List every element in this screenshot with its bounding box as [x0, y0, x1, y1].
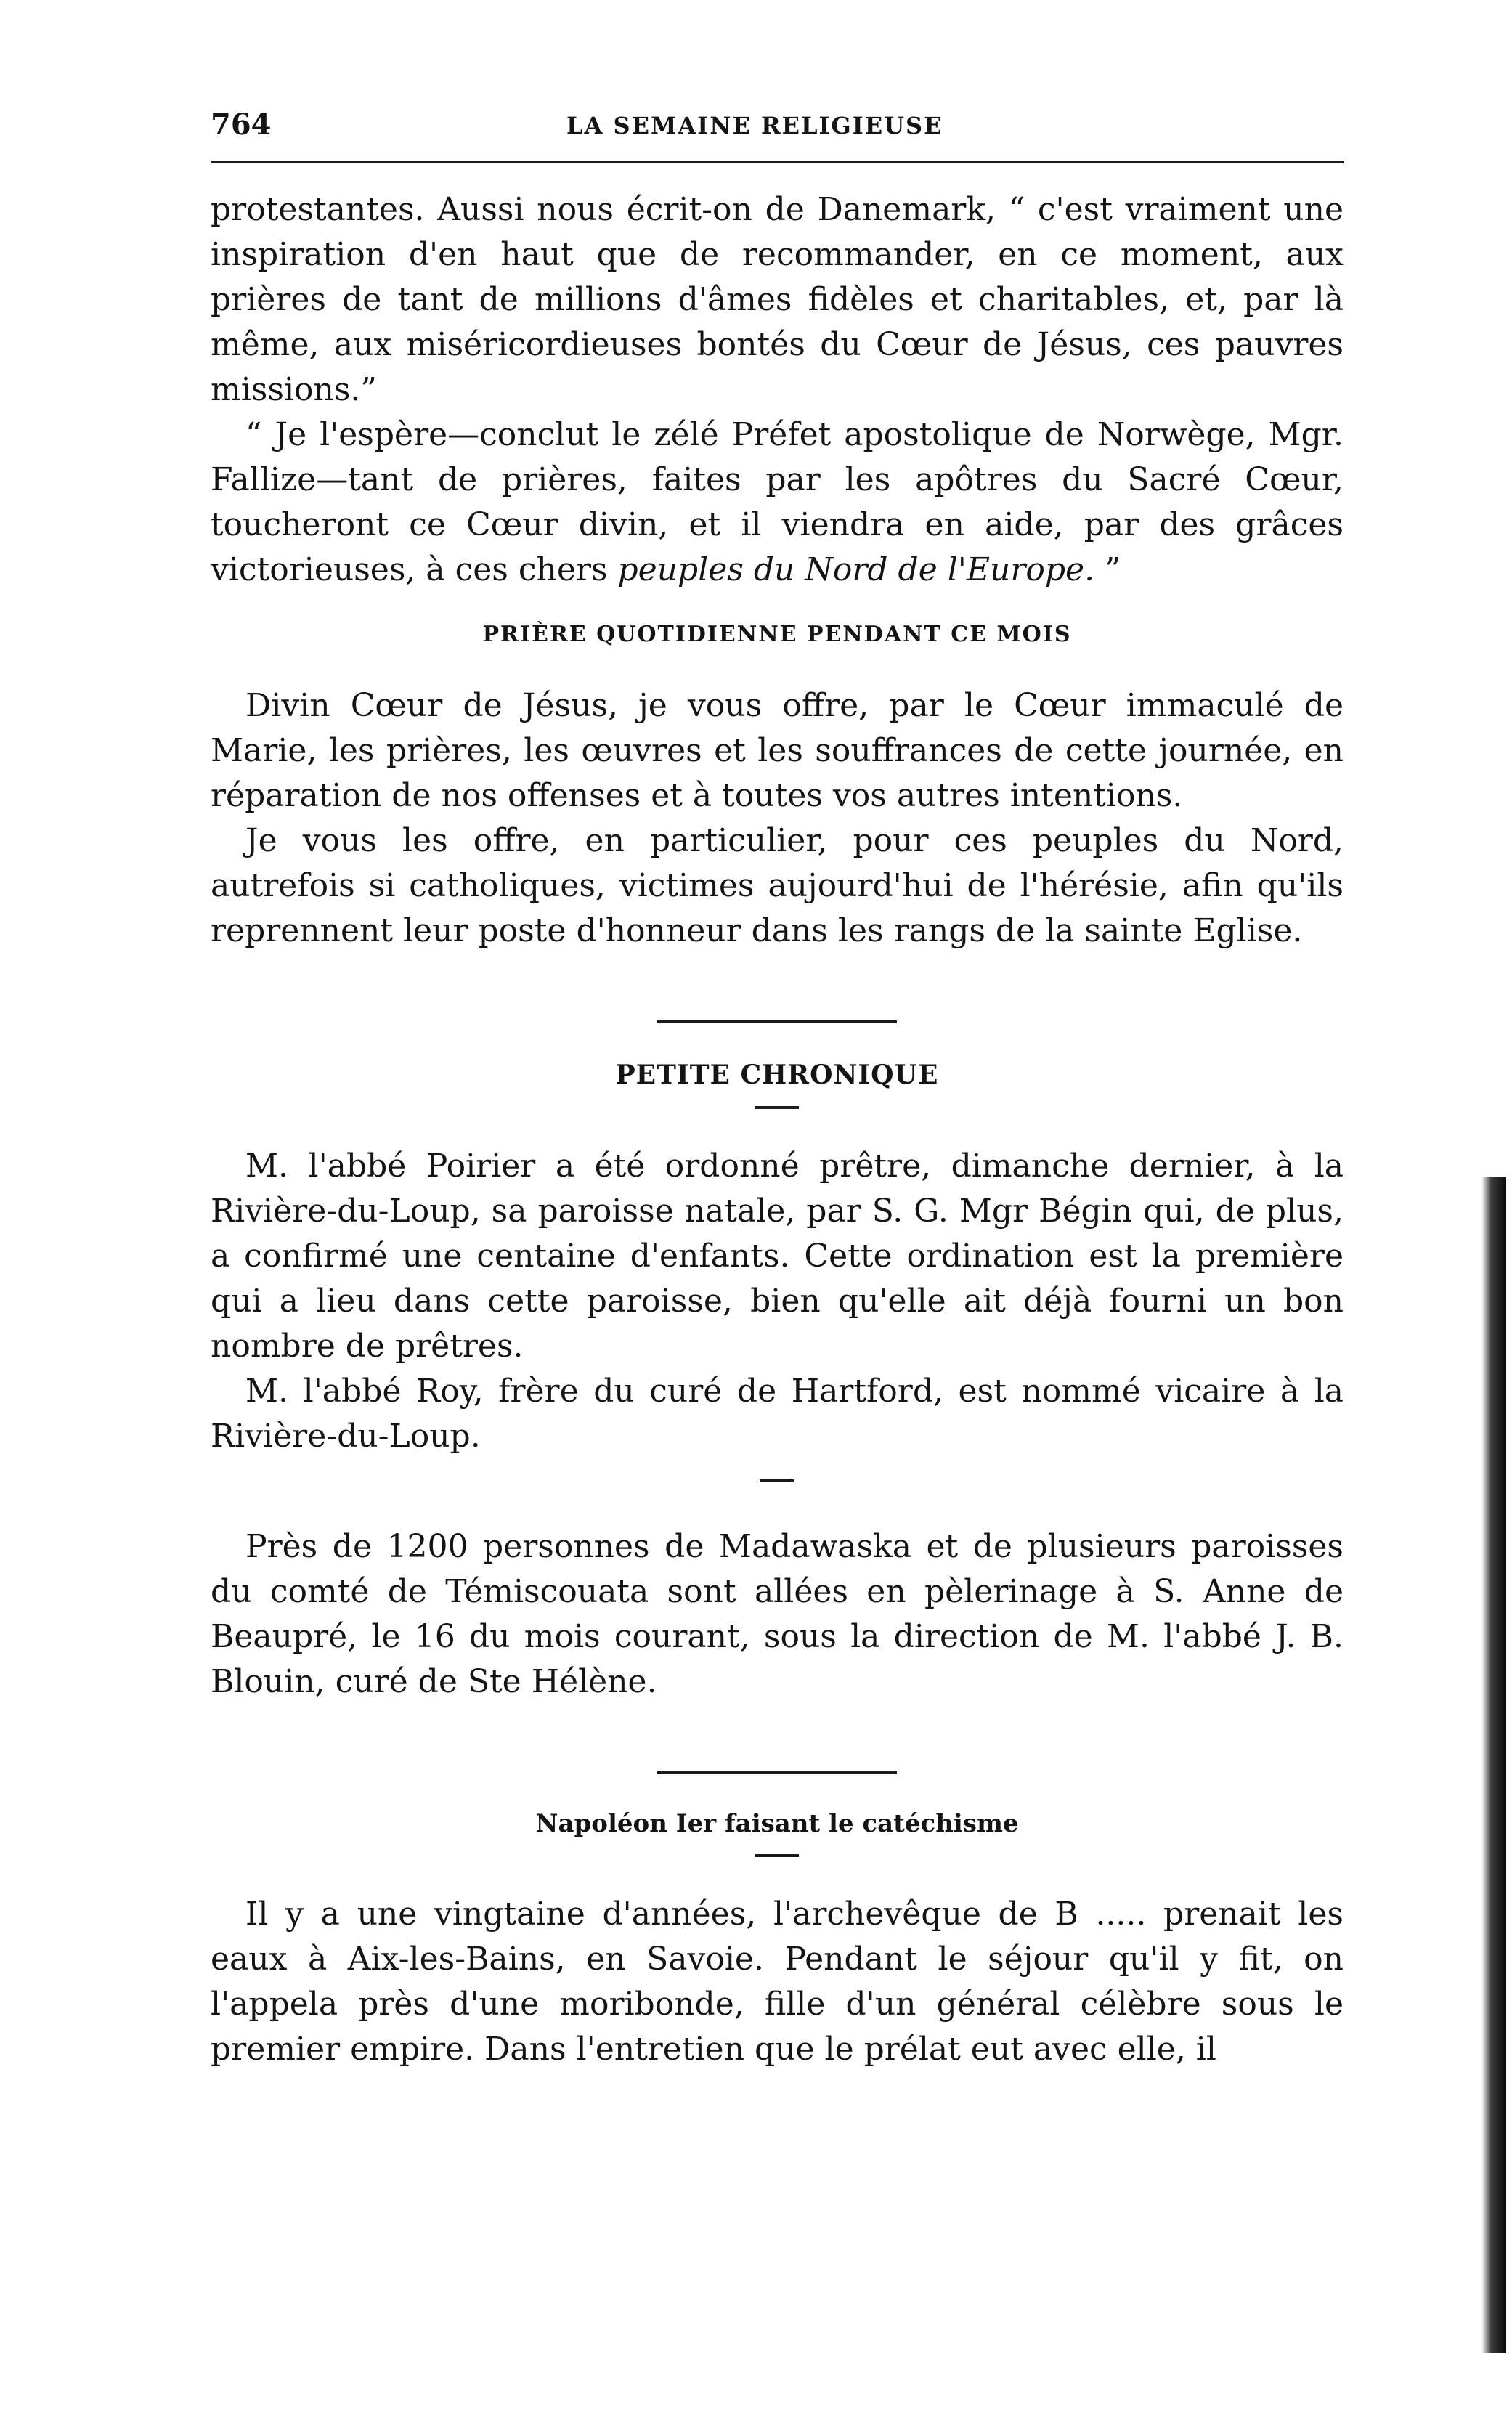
page-number: 764: [211, 107, 272, 142]
short-rule: [760, 1479, 794, 1482]
napoleon-paragraph-1: Il y a une vingtaine d'années, l'archevêque de B ..... prenait les eaux à Aix-les-Bains, en Savoie. Pendant le séjour qu'il y fit, on l'appela près d'une moribonde, fille d'un général célèbre sous le premier empire. Dans l'entretien que le prélat eut avec elle, il: [211, 1896, 1344, 2068]
page-body: [211, 187, 1344, 2072]
napoleon-title: Napoléon Ier faisant le catéchisme: [535, 1809, 1019, 1838]
prayer-paragraph-1: Divin Cœur de Jésus, je vous offre, par le Cœur immaculé de Marie, les prières, les œuvres et les souffrances de cette journée, en réparation de nos offenses et à toutes vos autres intentions.: [211, 687, 1344, 814]
intro-paragraph-1: protestantes. Aussi nous écrit-on de Danemark, “ c'est vraiment une inspiration d'en haut que de recommander, en ce moment, aux prières de tant de millions d'âmes fidèles et charitables, et, par là même, aux miséricordieuses bontés du Cœur de Jésus, ces pauvres missions.”: [211, 191, 1344, 408]
header-rule: [211, 161, 1344, 163]
chronique-paragraph-2: M. l'abbé Roy, frère du curé de Hartford, est nommé vicaire à la Rivière-du-Loup.: [211, 1373, 1344, 1455]
scan-edge-shadow: [1481, 1177, 1506, 2353]
short-rule: [755, 1854, 799, 1857]
page-header: [211, 107, 1344, 151]
intro-paragraph-2-close-quote: ”: [1094, 551, 1121, 588]
running-title: LA SEMAINE RELIGIEUSE: [566, 112, 943, 139]
short-rule: [755, 1106, 799, 1109]
chronique-paragraph-1: M. l'abbé Poirier a été ordonné prêtre, dimanche dernier, à la Rivière-du-Loup, sa paroisse natale, par S. G. Mgr Bégin qui, de plus, a confirmé une centaine d'enfants. Cette ordination est la première qui a lieu dans cette paroisse, bien qu'elle ait déjà fourni un bon nombre de prêtres.: [211, 1147, 1344, 1365]
section-separator: [657, 1771, 897, 1774]
intro-paragraph-2-italic: peuples du Nord de l'Europe.: [617, 551, 1095, 588]
intro-paragraph-2-text: “ Je l'espère—conclut le zélé Préfet apostolique de Norwège, Mgr. Fallize—tant de prières, faites par les apôtres du Sacré Cœur, toucheront ce Cœur divin, et il viendra en aide, par des grâces victorieuses, à ces chers: [211, 416, 1344, 588]
section-separator: [657, 1020, 897, 1023]
chronique-paragraph-3: Près de 1200 personnes de Madawaska et de plusieurs paroisses du comté de Témiscouata sont allées en pèlerinage à S. Anne de Beaupré, le 16 du mois courant, sous la direction de M. l'abbé J. B. Blouin, curé de Ste Hélène.: [211, 1528, 1344, 1700]
prayer-heading: PRIÈRE QUOTIDIENNE PENDANT CE MOIS: [482, 622, 1072, 647]
prayer-paragraph-2: Je vous les offre, en particulier, pour ces peuples du Nord, autrefois si catholiques, victimes aujourd'hui de l'hérésie, afin qu'ils reprennent leur poste d'honneur dans les rangs de la sainte Eglise.: [211, 822, 1344, 949]
intro-paragraph-2: [211, 413, 1344, 593]
chronique-title: PETITE CHRONIQUE: [615, 1060, 939, 1090]
